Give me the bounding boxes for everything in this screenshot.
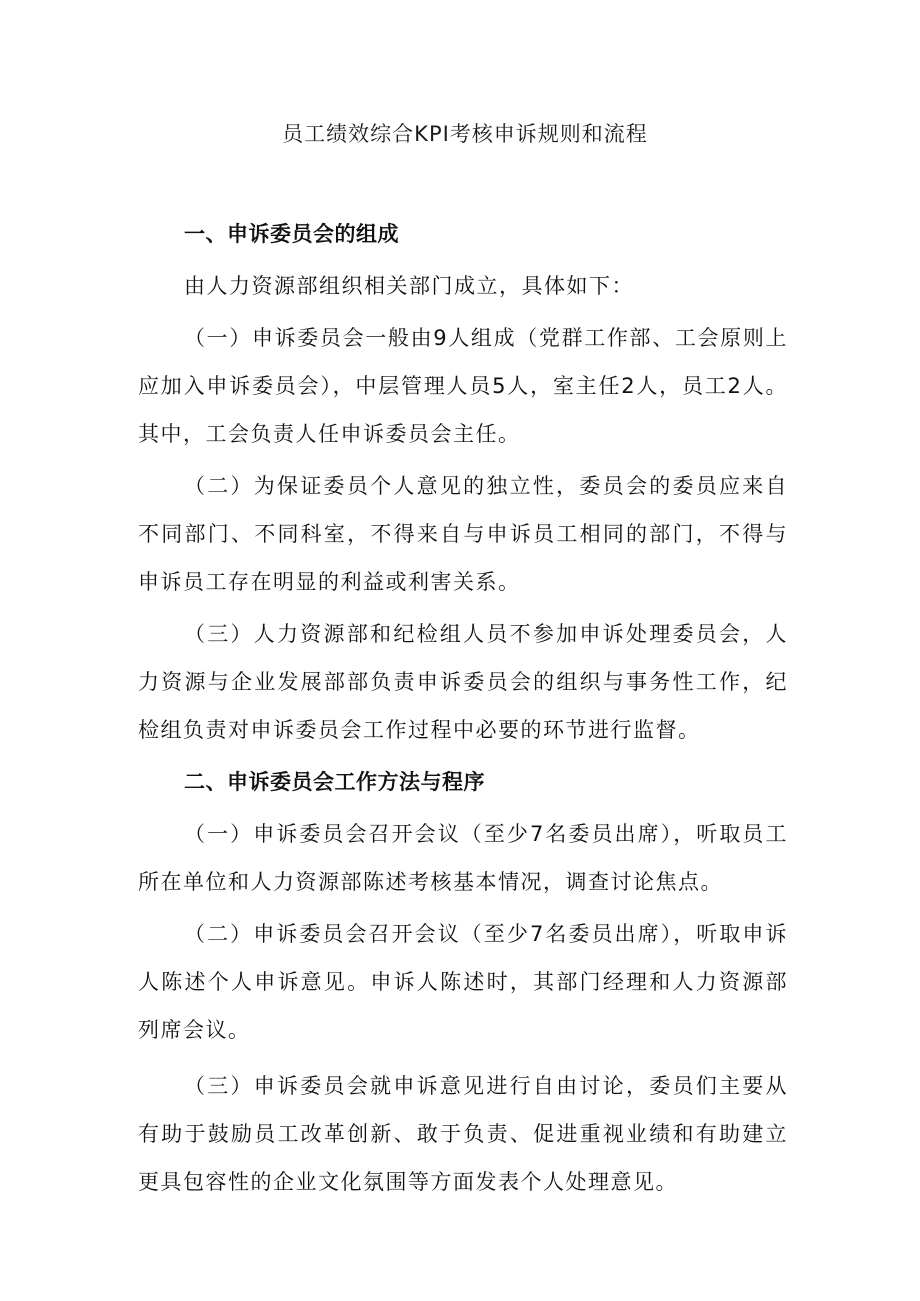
section1-heading: 一、申诉委员会的组成: [184, 222, 399, 246]
section2-item-2: （二）申诉委员会召开会议（至少7名委员出席），听取申诉人陈述个人申诉意见。申诉人陈述时，其部门经理和人力资源部列席会议。: [138, 922, 788, 1042]
section1-item-3: （三）人力资源部和纪检组人员不参加申诉处理委员会，人力资源与企业发展部部负责申诉委员会的组织与事务性工作，纪检组负责对申诉委员会工作过程中必要的环节进行监督。: [138, 622, 788, 742]
section2-item-3: （三）申诉委员会就申诉意见进行自由讨论，委员们主要从有助于鼓励员工改革创新、敢于负责、促进重视业绩和有助建立更具包容性的企业文化氛围等方面发表个人处理意见。: [138, 1074, 788, 1194]
section2-heading: 二、申诉委员会工作方法与程序: [184, 770, 485, 794]
document-body: [138, 210, 788, 1206]
section1-item-1: （一）申诉委员会一般由9人组成（党群工作部、工会原则上应加入申诉委员会），中层管理人员5人，室主任2人，员工2人。其中，工会负责人任申诉委员会主任。: [138, 326, 788, 446]
section1-item-2: （二）为保证委员个人意见的独立性，委员会的委员应来自不同部门、不同科室，不得来自与申诉员工相同的部门，不得与申诉员工存在明显的利益或利害关系。: [138, 474, 788, 594]
section2-item-1: （一）申诉委员会召开会议（至少7名委员出席），听取员工所在单位和人力资源部陈述考核基本情况，调查讨论焦点。: [138, 822, 788, 894]
document-title: 员工绩效综合KPI考核申诉规则和流程: [282, 122, 648, 146]
section1-intro: 由人力资源部组织相关部门成立，具体如下：: [184, 274, 634, 298]
